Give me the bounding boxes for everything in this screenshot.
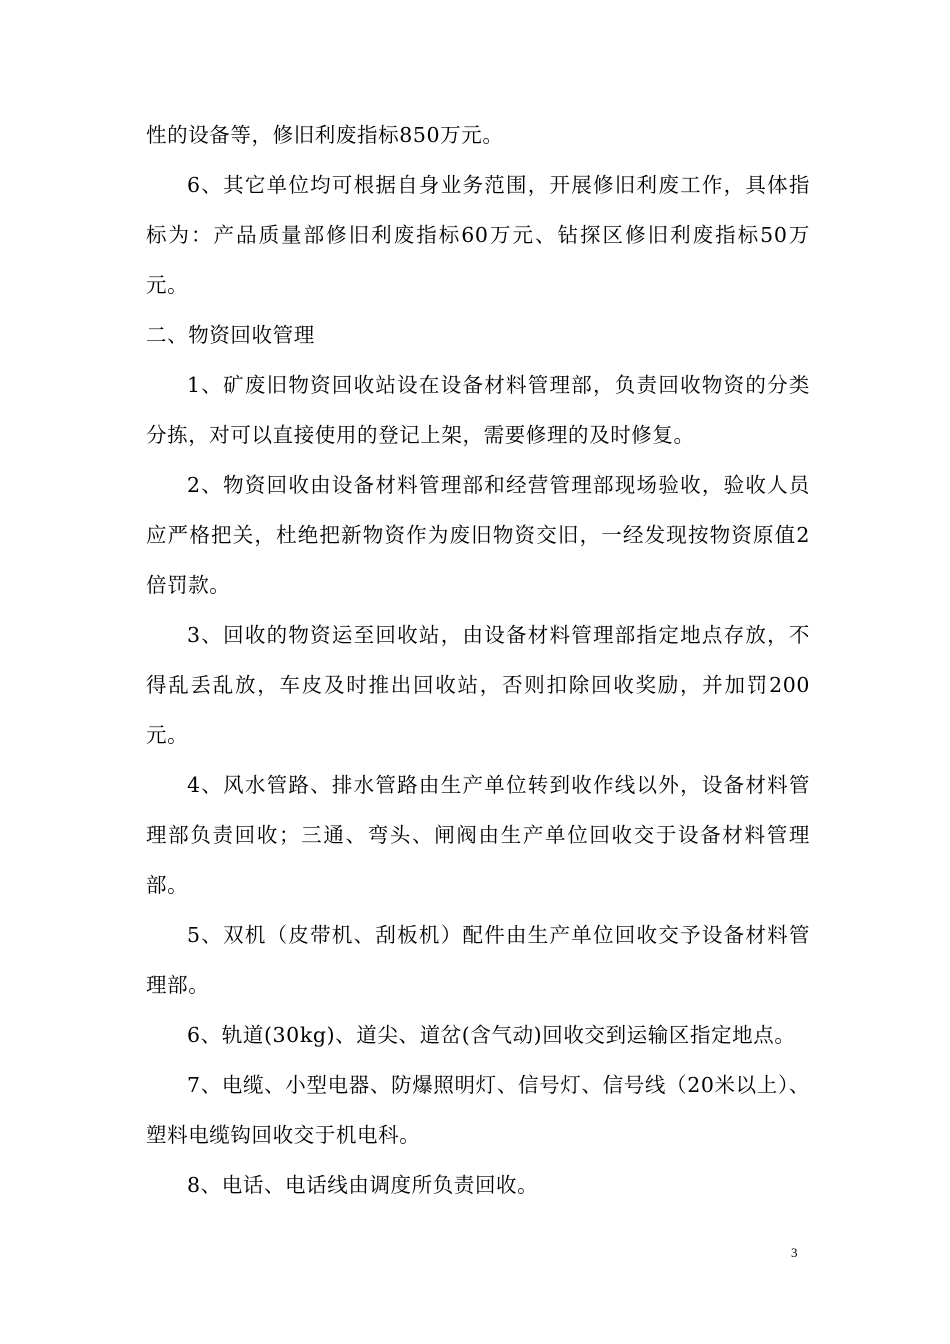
paragraph-2: 6、其它单位均可根据自身业务范围，开展修旧利废工作，具体指标为：产品质量部修旧利废指标60万元、钻探区修旧利废指标50万元。 — [146, 173, 810, 297]
paragraph-1: 性的设备等，修旧利废指标850万元。 — [146, 123, 504, 147]
paragraph-10: 7、电缆、小型电器、防爆照明灯、信号灯、信号线（20米以上）、塑料电缆钩回收交于机电科。 — [146, 1073, 810, 1147]
section-heading: 二、物资回收管理 — [146, 323, 315, 347]
paragraph-7: 4、风水管路、排水管路由生产单位转到收作线以外，设备材料管理部负责回收；三通、弯头、闸阀由生产单位回收交于设备材料管理部。 — [146, 773, 810, 897]
paragraph-11: 8、电话、电话线由调度所负责回收。 — [187, 1173, 539, 1197]
document-body — [146, 110, 810, 1210]
paragraph-4: 1、矿废旧物资回收站设在设备材料管理部，负责回收物资的分类分拣，对可以直接使用的登记上架，需要修理的及时修复。 — [146, 373, 810, 447]
paragraph-5: 2、物资回收由设备材料管理部和经营管理部现场验收，验收人员应严格把关，杜绝把新物资作为废旧物资交旧，一经发现按物资原值2倍罚款。 — [146, 473, 810, 597]
paragraph-6: 3、回收的物资运至回收站，由设备材料管理部指定地点存放，不得乱丢乱放，车皮及时推出回收站，否则扣除回收奖励，并加罚200元。 — [146, 623, 810, 747]
paragraph-9: 6、轨道(30kg)、道尖、道岔(含气动)回收交到运输区指定地点。 — [187, 1023, 796, 1047]
page-number: 3 — [791, 1245, 798, 1260]
paragraph-8: 5、双机（皮带机、刮板机）配件由生产单位回收交予设备材料管理部。 — [146, 923, 810, 997]
